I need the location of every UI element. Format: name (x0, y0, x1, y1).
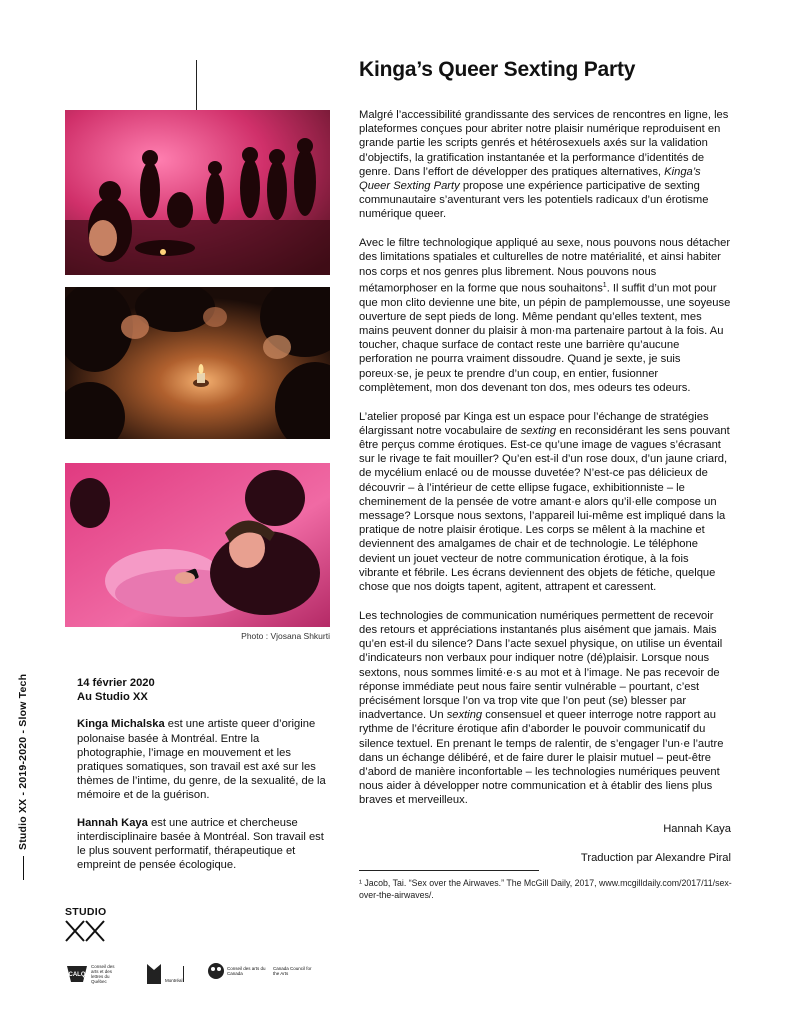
paragraph (359, 609, 731, 808)
studio-xx-logo-text: STUDIO (65, 906, 107, 918)
bio-text: est une autrice et chercheuse interdisciplinaire basée à Montréal. Son travail est le plus souvent performatif, thérapeutique et empreint de pensée écologique. (77, 816, 324, 872)
photo-candle-circle (65, 287, 330, 439)
calq-logo-icon (65, 962, 89, 984)
paragraph-text: . Il suffit d’un mot pour que mon clito devienne une bite, un pépin de pamplemousse, une soyeuse ouverture de sept pieds de long. Même pendant qu’elles textent, mes mains peuvent donner du plaisir à mon·ma partenaire partout à la fois. Au toucher, chaque surface de contact reste une barrière qu’aucune perforation ne pourra vraiment dissoudre. Quand je sexte, je suis poreux·se, je peux te prendre d’un coup, en entier, fusionner complètement, mon dos devenant ton dos, mes odeurs tes odeurs. (359, 282, 731, 394)
paragraph-text: Malgré l’accessibilité grandissante des services de rencontres en ligne, les plateformes conçues pour abriter notre plaisir numérique reproduisent en grande partie les scripts genrés et hétérosexuels axés sur la validation d’objectifs, la gratification instantanée et la performance d’identités de genre. Dans l’effort de développer des pratiques alternatives, (359, 109, 729, 178)
footnote-rule (359, 870, 539, 871)
photo-credit: Photo : Vjosana Shkurti (241, 631, 330, 641)
vertical-rule (196, 60, 197, 110)
paragraph-text: Avec le filtre technologique appliqué au sexe, nous pouvons nous détacher des limitations spatiales et culturelles de notre matérialité, et ainsi habiter nos corps et nos genres plus librement. Nous pouvons nous métamorphoser en la forme que nous souhaitons (359, 237, 731, 295)
photo-group-circle (65, 110, 330, 275)
montreal-logo-icon (145, 962, 163, 986)
bio-name: Kinga Michalska (77, 718, 165, 731)
paragraph (359, 410, 731, 595)
paragraph-text: Les technologies de communication numériques permettent de recevoir des retours et appréciations instantanés plus aisément que jamais. Mais qu’en est-il du silence? Dans l’acte sexuel physique, on utilise un éventail d’indicateurs non verbaux pour indiquer notre (dé)plaisir. Lorsque nous sextons, nous sommes limité·e·s au mot et à l’image. Ne pas recevoir de réponse immédiate peut nous faire sentir vulnérable – pourtant, c’est précisément lorsque l’on va trop vite que l’on peut (se) blesser par inadvertance. Un (359, 609, 723, 722)
funders-logos (65, 958, 345, 988)
paragraph-text: en reconsidérant les sens pouvant être perçus comme érotiques. Est-ce qu’une image de vagues s’écrasant sur le rivage te fait mouiller? Qu’en est-il d’un rose doux, d’un jaune criard, de mycélium enlacé ou de mousse duvetée? N’est-ce pas délicieux de découvrir – à l’intérieur de cette ellipse fugace, exhibitionniste – le cheminement de la pensée de votre amant·e alors qu’il·elle compose un message? Lorsque nous sextons, l’appareil lui-même est impliqué dans la pratique de notre plaisir érotique. Les corps se mêlent à la machine et deviennent des amalgames de chair et de technologie. Le téléphone devient un jouet vecteur de notre communication érotique, à la fois vibrante et fébrile. Les écrans deviennent des objets de fétiche, quelque chose que nos doigts tapent, agitent, attrapent et caressent. (359, 424, 730, 594)
paragraph-text: L’atelier proposé par Kinga est un espace pour l’échange de stratégies élargissant notre vocabulaire de (359, 410, 709, 437)
paragraph-emphasis: sexting (520, 424, 557, 437)
canada-council-fr: Conseil des arts du Canada (227, 966, 266, 976)
author-signature: Hannah Kaya (663, 823, 731, 836)
footnote: ¹ Jacob, Tai. “Sex over the Airwaves.” The McGill Daily, 2017, www.mcgilldaily.com/2017/11/sex-over-the-airwaves/. (359, 878, 732, 900)
series-side-label (17, 674, 29, 880)
event-venue: Au Studio XX (77, 691, 148, 704)
studio-xx-logo-icon (65, 920, 105, 947)
paragraph (359, 236, 731, 395)
event-date: 14 février 2020 (77, 677, 155, 689)
paragraph-text: consensuel et queer interroge notre rapport au rythme de l’écriture érotique afin d’aborder le pouvoir communicatif du silence textuel. En prenant le temps de ralentir, de s’engager l’un·e l’autre dans un échange délibéré, et de faire durer le plaisir mutuel – peut-être d’abord de manière inconfortable – les technologies numériques peuvent nous aider à développer notre communication et à établir des liens plus braves et merveilleux. (359, 709, 724, 807)
article-body (359, 108, 731, 879)
page-title: Kinga’s Queer Sexting Party (359, 58, 636, 81)
calq-label: CALQ (68, 972, 86, 978)
bio-hannah (77, 816, 327, 873)
side-label-dash (23, 856, 24, 880)
side-label-text: Studio XX - 2019-2020 - Slow Tech (17, 673, 29, 850)
paragraph (359, 108, 731, 222)
footnote-ref[interactable]: 1 (602, 281, 607, 289)
paragraph-emphasis: Kinga’s Queer Sexting Party (359, 165, 701, 193)
calq-text: Conseil des arts et des lettres du Québec (91, 964, 115, 984)
bio-name: Hannah Kaya (77, 816, 148, 829)
event-info (77, 676, 327, 885)
translator-credit: Traduction par Alexandre Piral (580, 851, 731, 864)
photo-phone-lying (65, 463, 330, 627)
canada-council-logo-icon (207, 962, 225, 980)
montreal-text: Montréal (165, 978, 183, 983)
canada-council-en: Canada Council for the Arts (273, 966, 312, 976)
bio-kinga (77, 717, 327, 802)
paragraph-text: propose une expérience participative de sexting communautaire s’aventurant vers les potentiels radicaux d’un érotisme numérique queer. (359, 180, 709, 221)
paragraph-emphasis: sexting (446, 709, 483, 722)
logo-separator (183, 966, 184, 982)
bio-text: est une artiste queer d’origine polonaise basée à Montréal. Entre la photographie, l’image en mouvement et les pratiques somatiques, son travail est axé sur les thèmes de l’intime, du genre, de la sexualité, de la mémoire et de la guérison. (77, 718, 326, 802)
